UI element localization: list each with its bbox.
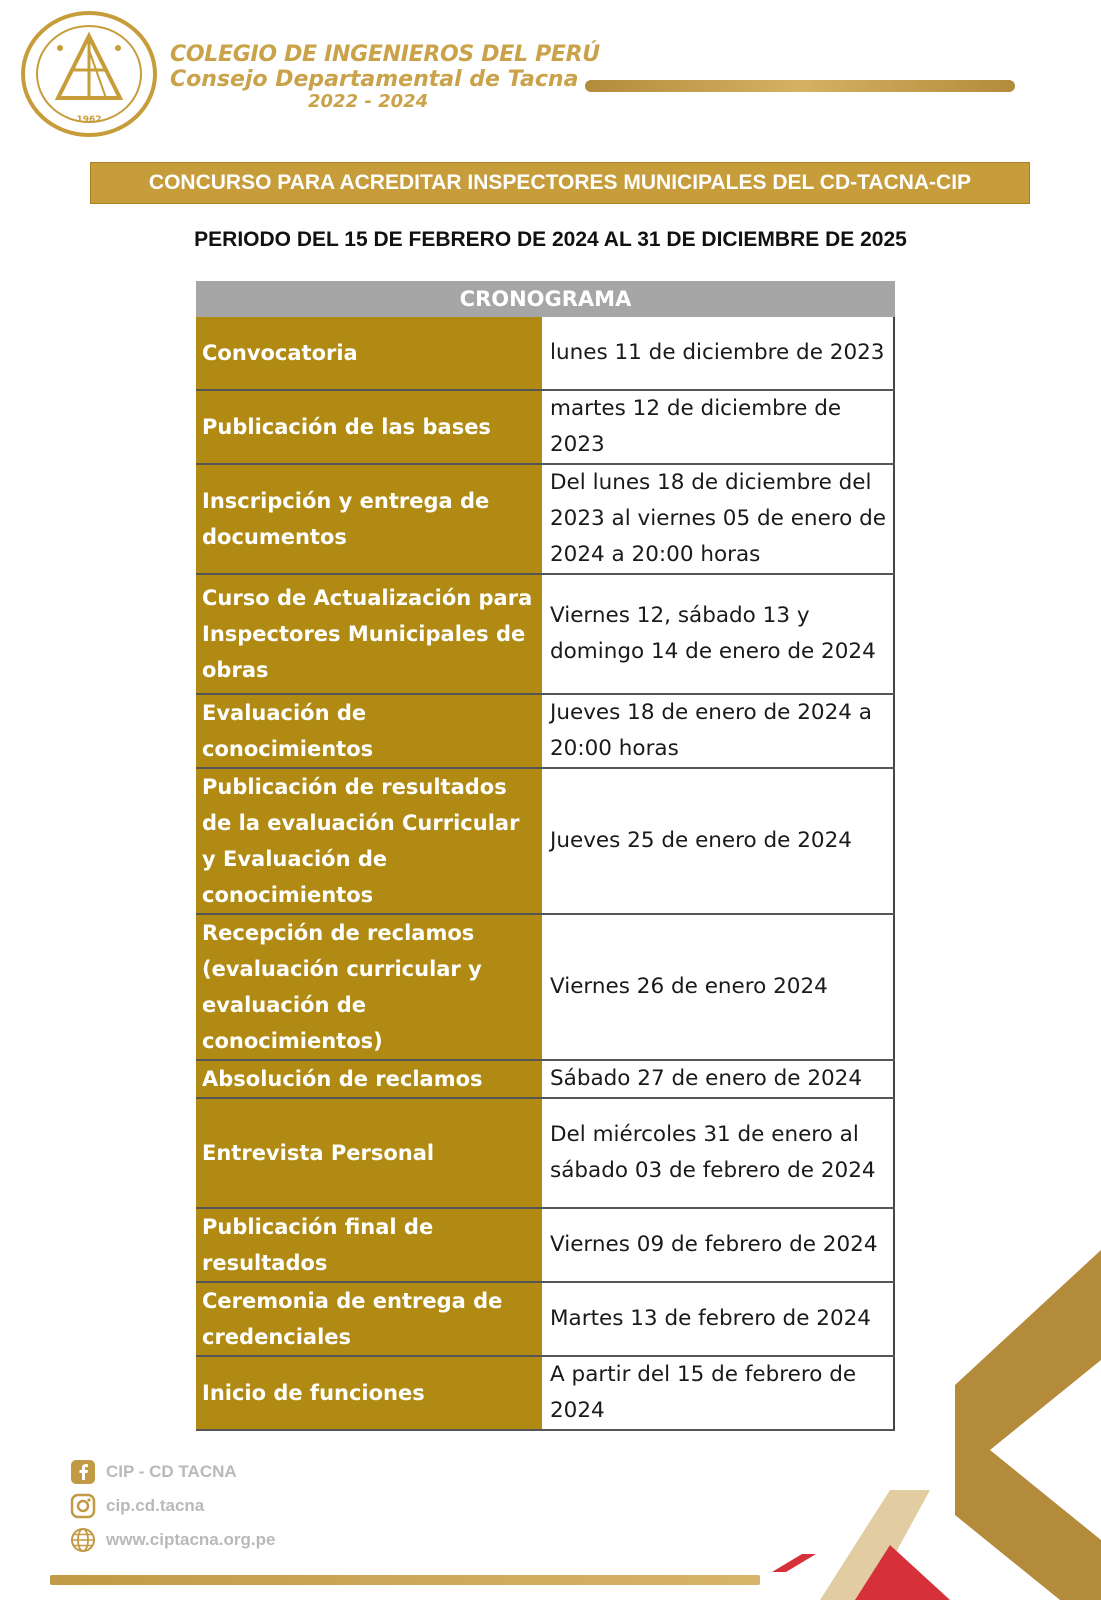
org-period: 2022 - 2024 [308,91,429,112]
table-row [196,695,895,769]
row-label: Absolución de reclamos [196,1061,544,1097]
row-label: Inscripción y entrega de documentos [196,465,544,573]
row-date: Viernes 09 de febrero de 2024 [544,1209,895,1281]
contest-title-banner: CONCURSO PARA ACREDITAR INSPECTORES MUNICIPALES DEL CD-TACNA-CIP [90,162,1030,204]
row-date: Jueves 18 de enero de 2024 a 20:00 horas [544,695,895,767]
table-row [196,575,895,695]
table-row [196,769,895,915]
row-date: Del miércoles 31 de enero al sábado 03 de febrero de 2024 [544,1099,895,1207]
cip-seal-logo [20,10,158,138]
table-row [196,1061,895,1099]
table-row [196,465,895,575]
table-row [196,1099,895,1209]
row-date: Viernes 12, sábado 13 y domingo 14 de enero de 2024 [544,575,895,693]
corner-decoration [760,1250,1101,1600]
row-label: Convocatoria [196,317,544,389]
row-date: martes 12 de diciembre de 2023 [544,391,895,463]
row-date: Martes 13 de febrero de 2024 [544,1283,895,1355]
facebook-handle: CIP - CD TACNA [106,1462,237,1481]
row-date: Sábado 27 de enero de 2024 [544,1061,895,1097]
org-line-2: Consejo Departamental de Tacna [170,67,579,92]
table-row [196,915,895,1061]
website-link[interactable] [70,1523,275,1557]
row-date: lunes 11 de diciembre de 2023 [544,317,895,389]
row-label: Publicación de resultados de la evaluación Curricular y Evaluación de conocimientos [196,769,544,913]
row-label: Publicación final de resultados [196,1209,544,1281]
organization-name [170,42,600,112]
row-label: Ceremonia de entrega de credenciales [196,1283,544,1355]
org-line-1: COLEGIO DE INGENIEROS DEL PERÚ [170,42,600,67]
row-label: Inicio de funciones [196,1357,544,1429]
table-row [196,391,895,465]
period-heading: PERIODO DEL 15 DE FEBRERO DE 2024 AL 31 DE DICIEMBRE DE 2025 [194,228,907,251]
row-label: Curso de Actualización para Inspectores Municipales de obras [196,575,544,693]
social-links [70,1455,275,1557]
website-url: www.ciptacna.org.pe [106,1530,276,1549]
footer-decorative-bar [50,1575,760,1585]
instagram-handle: cip.cd.tacna [106,1496,205,1515]
row-date: Jueves 25 de enero de 2024 [544,769,895,913]
seal-year: 1962 [76,115,102,125]
row-date: Del lunes 18 de diciembre del 2023 al viernes 05 de enero de 2024 a 20:00 horas [544,465,895,573]
row-label: Entrevista Personal [196,1099,544,1207]
globe-icon [70,1527,96,1553]
row-label: Publicación de las bases [196,391,544,463]
header-decorative-bar [585,80,1015,92]
instagram-link[interactable] [70,1489,275,1523]
facebook-icon [70,1459,96,1485]
row-date: Viernes 26 de enero 2024 [544,915,895,1059]
facebook-link[interactable] [70,1455,275,1489]
row-label: Recepción de reclamos (evaluación curricular y evaluación de conocimientos) [196,915,544,1059]
table-row [196,317,895,391]
row-date: A partir del 15 de febrero de 2024 [544,1357,895,1429]
instagram-icon [70,1493,96,1519]
row-label: Evaluación de conocimientos [196,695,544,767]
schedule-header: CRONOGRAMA [196,281,895,317]
